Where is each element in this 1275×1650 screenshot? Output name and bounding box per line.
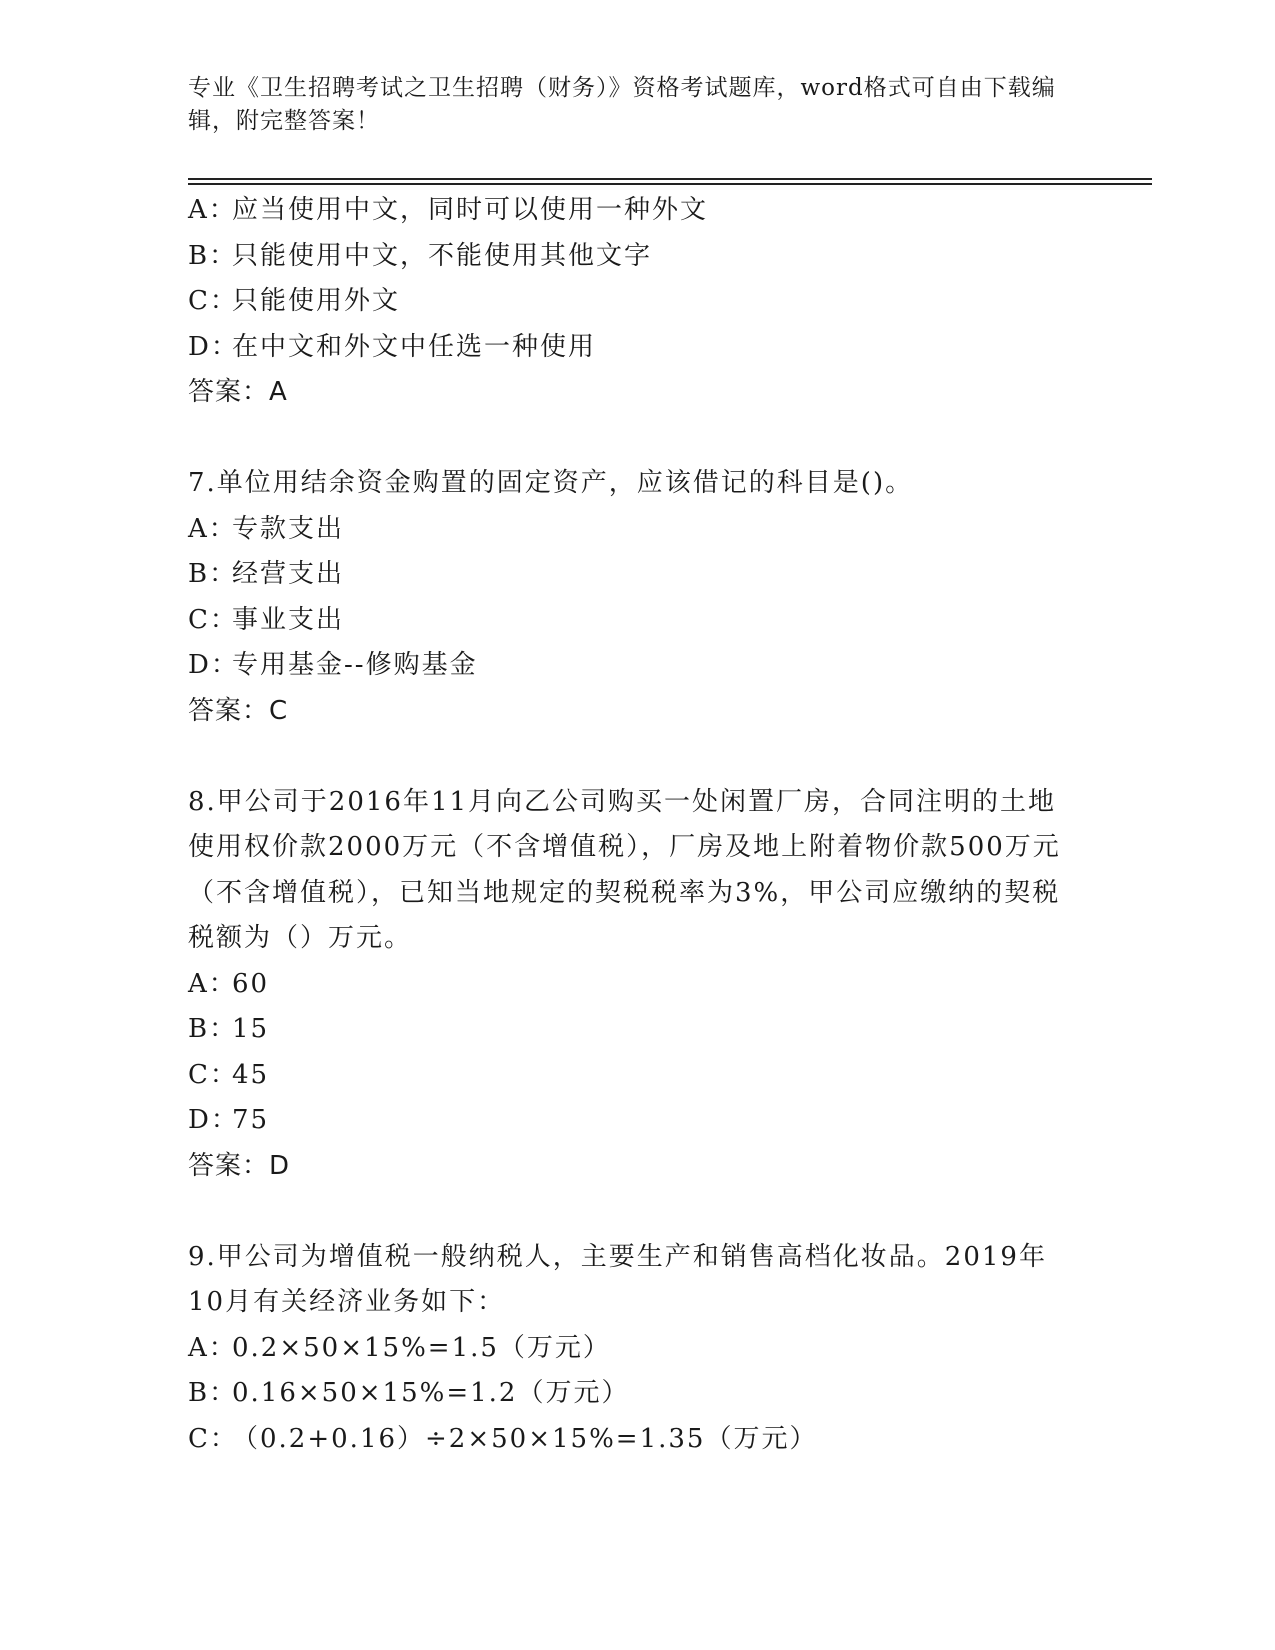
- option-text: 只能使用外文: [232, 286, 401, 316]
- option-key: B：: [188, 1378, 238, 1408]
- option-text: 应当使用中文，同时可以使用一种外文: [232, 195, 709, 225]
- document-body: [188, 188, 1068, 1462]
- question-stem: 7.单位用结余资金购置的固定资产，应该借记的科目是()。: [188, 468, 914, 498]
- option-text: 60: [232, 968, 270, 999]
- option-c: [188, 1417, 1068, 1463]
- option-c: [188, 598, 1068, 644]
- spacer: [188, 416, 1068, 462]
- document-header: 专业《卫生招聘考试之卫生招聘（财务）》资格考试题库，word格式可自由下载编辑，附完整答案！: [188, 75, 1056, 134]
- option-key: B：: [188, 1014, 238, 1044]
- option-text: 只能使用中文，不能使用其他文字: [232, 240, 653, 271]
- option-b: [188, 552, 1068, 598]
- option-key: A：: [188, 513, 237, 544]
- option-c: [188, 279, 1068, 325]
- header-divider-line-top: [188, 178, 1152, 180]
- option-key: A：: [188, 195, 237, 225]
- question-8: [188, 780, 1068, 1190]
- option-text: 0.16×50×15%=1.2（万元）: [232, 1378, 630, 1408]
- option-key: C：: [188, 286, 238, 316]
- question-6-options: [188, 188, 1068, 416]
- option-text: 0.2×50×15%=1.5（万元）: [232, 1332, 611, 1363]
- question-stem: 8.甲公司于2016年11月向乙公司购买一处闲置厂房，合同注明的土地使用权价款2000万元（不含增值税），厂房及地上附着物价款500万元（不含增值税），已知当地规定的契税税率为3%，甲公司应缴纳的契税税额为（）万元。: [188, 786, 1061, 953]
- option-d: [188, 325, 1068, 371]
- spacer: [188, 1189, 1068, 1235]
- question-9: [188, 1235, 1068, 1463]
- header-divider-line-bottom: [188, 183, 1152, 185]
- option-a: [188, 507, 1068, 553]
- option-key: C：: [188, 604, 238, 635]
- option-text: 在中文和外文中任选一种使用: [232, 331, 597, 362]
- option-text: 专用基金--修购基金: [232, 650, 478, 680]
- option-key: D：: [188, 331, 239, 362]
- option-key: C：: [188, 1423, 238, 1454]
- option-text: 75: [232, 1105, 270, 1135]
- option-d: [188, 643, 1068, 689]
- option-b: [188, 234, 1068, 280]
- option-key: D：: [188, 1105, 239, 1135]
- question-7: [188, 461, 1068, 734]
- option-text: 经营支出: [232, 559, 345, 589]
- answer-line: 答案：C: [188, 695, 289, 726]
- option-b: [188, 1371, 1068, 1417]
- option-text: 专款支出: [232, 513, 345, 544]
- option-key: B：: [188, 559, 238, 589]
- answer-line: 答案：D: [188, 1150, 291, 1181]
- option-key: A：: [188, 1332, 237, 1363]
- option-text: 45: [232, 1059, 270, 1090]
- option-key: D：: [188, 650, 239, 680]
- option-a: [188, 962, 1068, 1008]
- option-text: 15: [232, 1014, 270, 1044]
- spacer: [188, 734, 1068, 780]
- answer-line: 答案：A: [188, 377, 288, 407]
- header-divider: [188, 178, 1152, 184]
- question-stem: 9.甲公司为增值税一般纳税人，主要生产和销售高档化妆品。2019年10月有关经济业务如下：: [188, 1241, 1047, 1317]
- option-key: A：: [188, 968, 237, 999]
- option-key: C：: [188, 1059, 238, 1090]
- option-key: B：: [188, 240, 238, 271]
- option-text: （0.2+0.16）÷2×50×15%=1.35（万元）: [232, 1423, 818, 1454]
- option-c: [188, 1053, 1068, 1099]
- option-b: [188, 1007, 1068, 1053]
- option-a: [188, 1326, 1068, 1372]
- option-a: [188, 188, 1068, 234]
- option-d: [188, 1098, 1068, 1144]
- option-text: 事业支出: [232, 604, 345, 635]
